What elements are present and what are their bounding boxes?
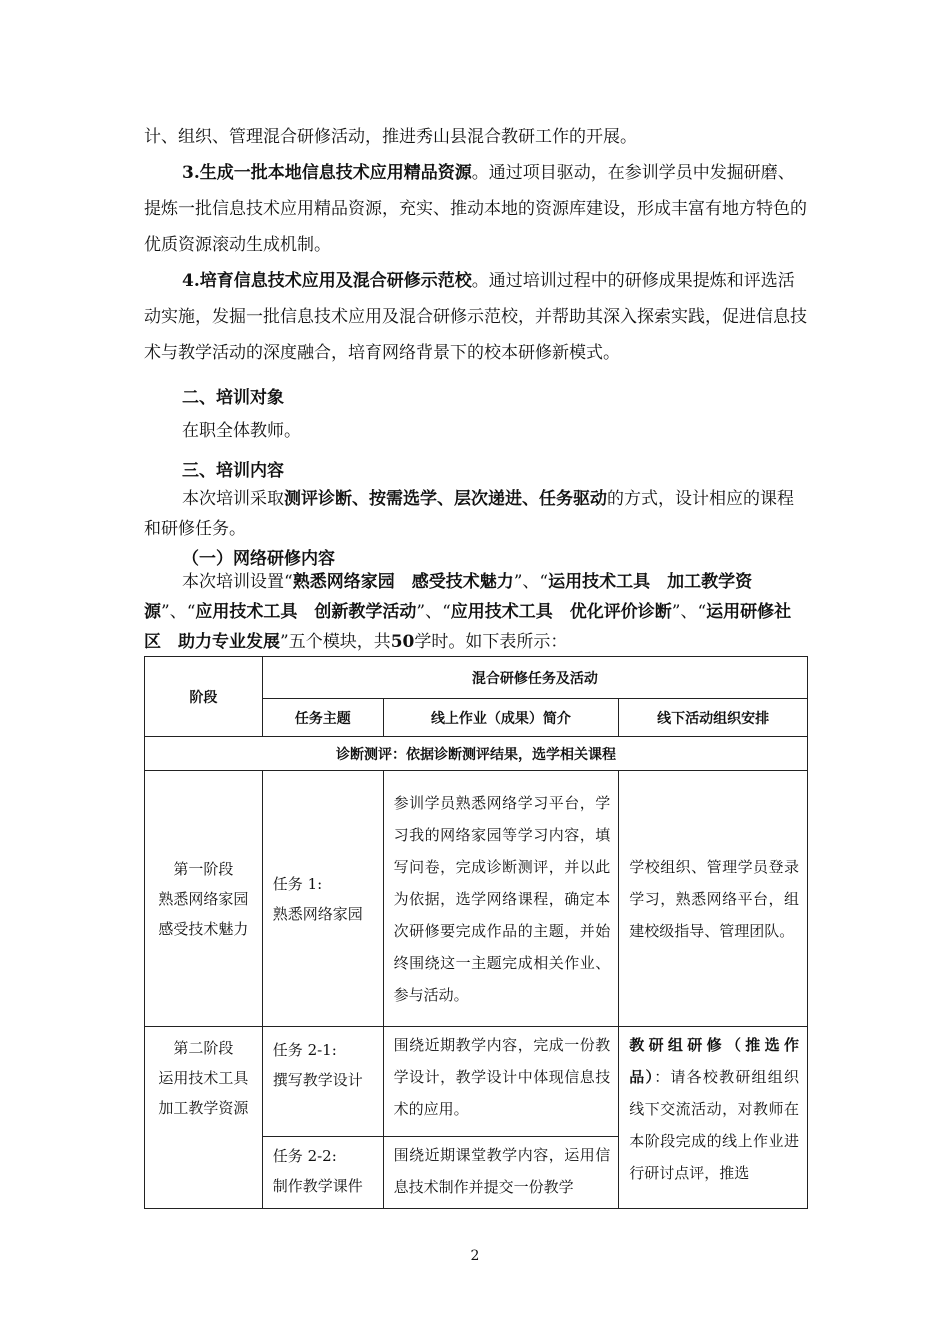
paragraph-goal-3: 3.生成一批本地信息技术应用精品资源。通过项目驱动，在参训学员中发掘研磨、提炼一批信息技术应用精品资源，充实、推动本地的资源库建设，形成丰富有地方特色的优质资源滚动生成机制。 [144,163,807,255]
online-2-2-cell: 围绕近期课堂教学内容，运用信息技术制作并提交一份教学 [383,1137,619,1209]
paragraph-continuation: 计、组织、管理混合研修活动，推进秀山县混合教研工作的开展。 [144,127,637,147]
stage-2-cell: 第二阶段 运用技术工具 加工教学资源 [145,1027,263,1209]
section-2-text: 在职全体教师。 [182,421,301,441]
header-theme: 任务主题 [262,699,383,737]
stage-1-cell: 第一阶段 熟悉网络家园 感受技术魅力 [145,771,263,1027]
task-2-2-cell: 任务 2-2: 制作教学课件 [262,1137,383,1209]
goal-4-heading: 4.培育信息技术应用及混合研修示范校 [182,271,472,291]
offline-2-cell: 教研组研修（推选作品）：请各校教研组组织线下交流活动，对教师在本阶段完成的线上作业进行研讨点评，推选 [619,1027,808,1209]
subsection-paragraph: 本次培训设置“熟悉网络家园 感受技术魅力”、“运用技术工具 加工教学资源”、“应用技术工具 创新教学活动”、“应用技术工具 优化评价诊断”、“运用研修社区 助力专业发展”五个模块，共50学时。如下表所示： [144,572,792,652]
offline-1-cell: 学校组织、管理学员登录学习，熟悉网络平台，组建校级指导、管理团队。 [619,771,808,1027]
subsection-title: （一）网络研修内容 [182,549,335,569]
training-stages-table [144,656,808,1209]
section-3-title: 三、培训内容 [182,461,284,481]
header-group: 混合研修任务及活动 [262,657,807,699]
header-offline: 线下活动组织安排 [619,699,808,737]
goal-3-heading: 3.生成一批本地信息技术应用精品资源 [182,163,472,183]
diagnostic-row: 诊断测评：依据诊断测评结果，选学相关课程 [145,737,808,771]
task-2-1-cell: 任务 2-1: 撰写教学设计 [262,1027,383,1137]
page-number: 2 [470,1248,480,1264]
online-1-cell: 参训学员熟悉网络学习平台，学习我的网络家园等学习内容，填写问卷，完成诊断测评，并以此为依据，选学网络课程，确定本次研修要完成作品的主题，并始终围绕这一主题完成相关作业、参与活动。 [383,771,619,1027]
paragraph-goal-4: 4.培育信息技术应用及混合研修示范校。通过培训过程中的研修成果提炼和评选活动实施，发掘一批信息技术应用及混合研修示范校，并帮助其深入探索实践，促进信息技术与教学活动的深度融合，培育网络背景下的校本研修新模式。 [144,271,807,363]
section-2-title: 二、培训对象 [182,388,284,408]
header-online: 线上作业（成果）简介 [383,699,619,737]
task-1-cell: 任务 1: 熟悉网络家园 [262,771,383,1027]
online-2-1-cell: 围绕近期教学内容，完成一份教学设计，教学设计中体现信息技术的应用。 [383,1027,619,1137]
header-stage: 阶段 [145,657,263,737]
section-3-intro: 本次培训采取测评诊断、按需选学、层次递进、任务驱动的方式，设计相应的课程和研修任务。 [144,489,794,539]
